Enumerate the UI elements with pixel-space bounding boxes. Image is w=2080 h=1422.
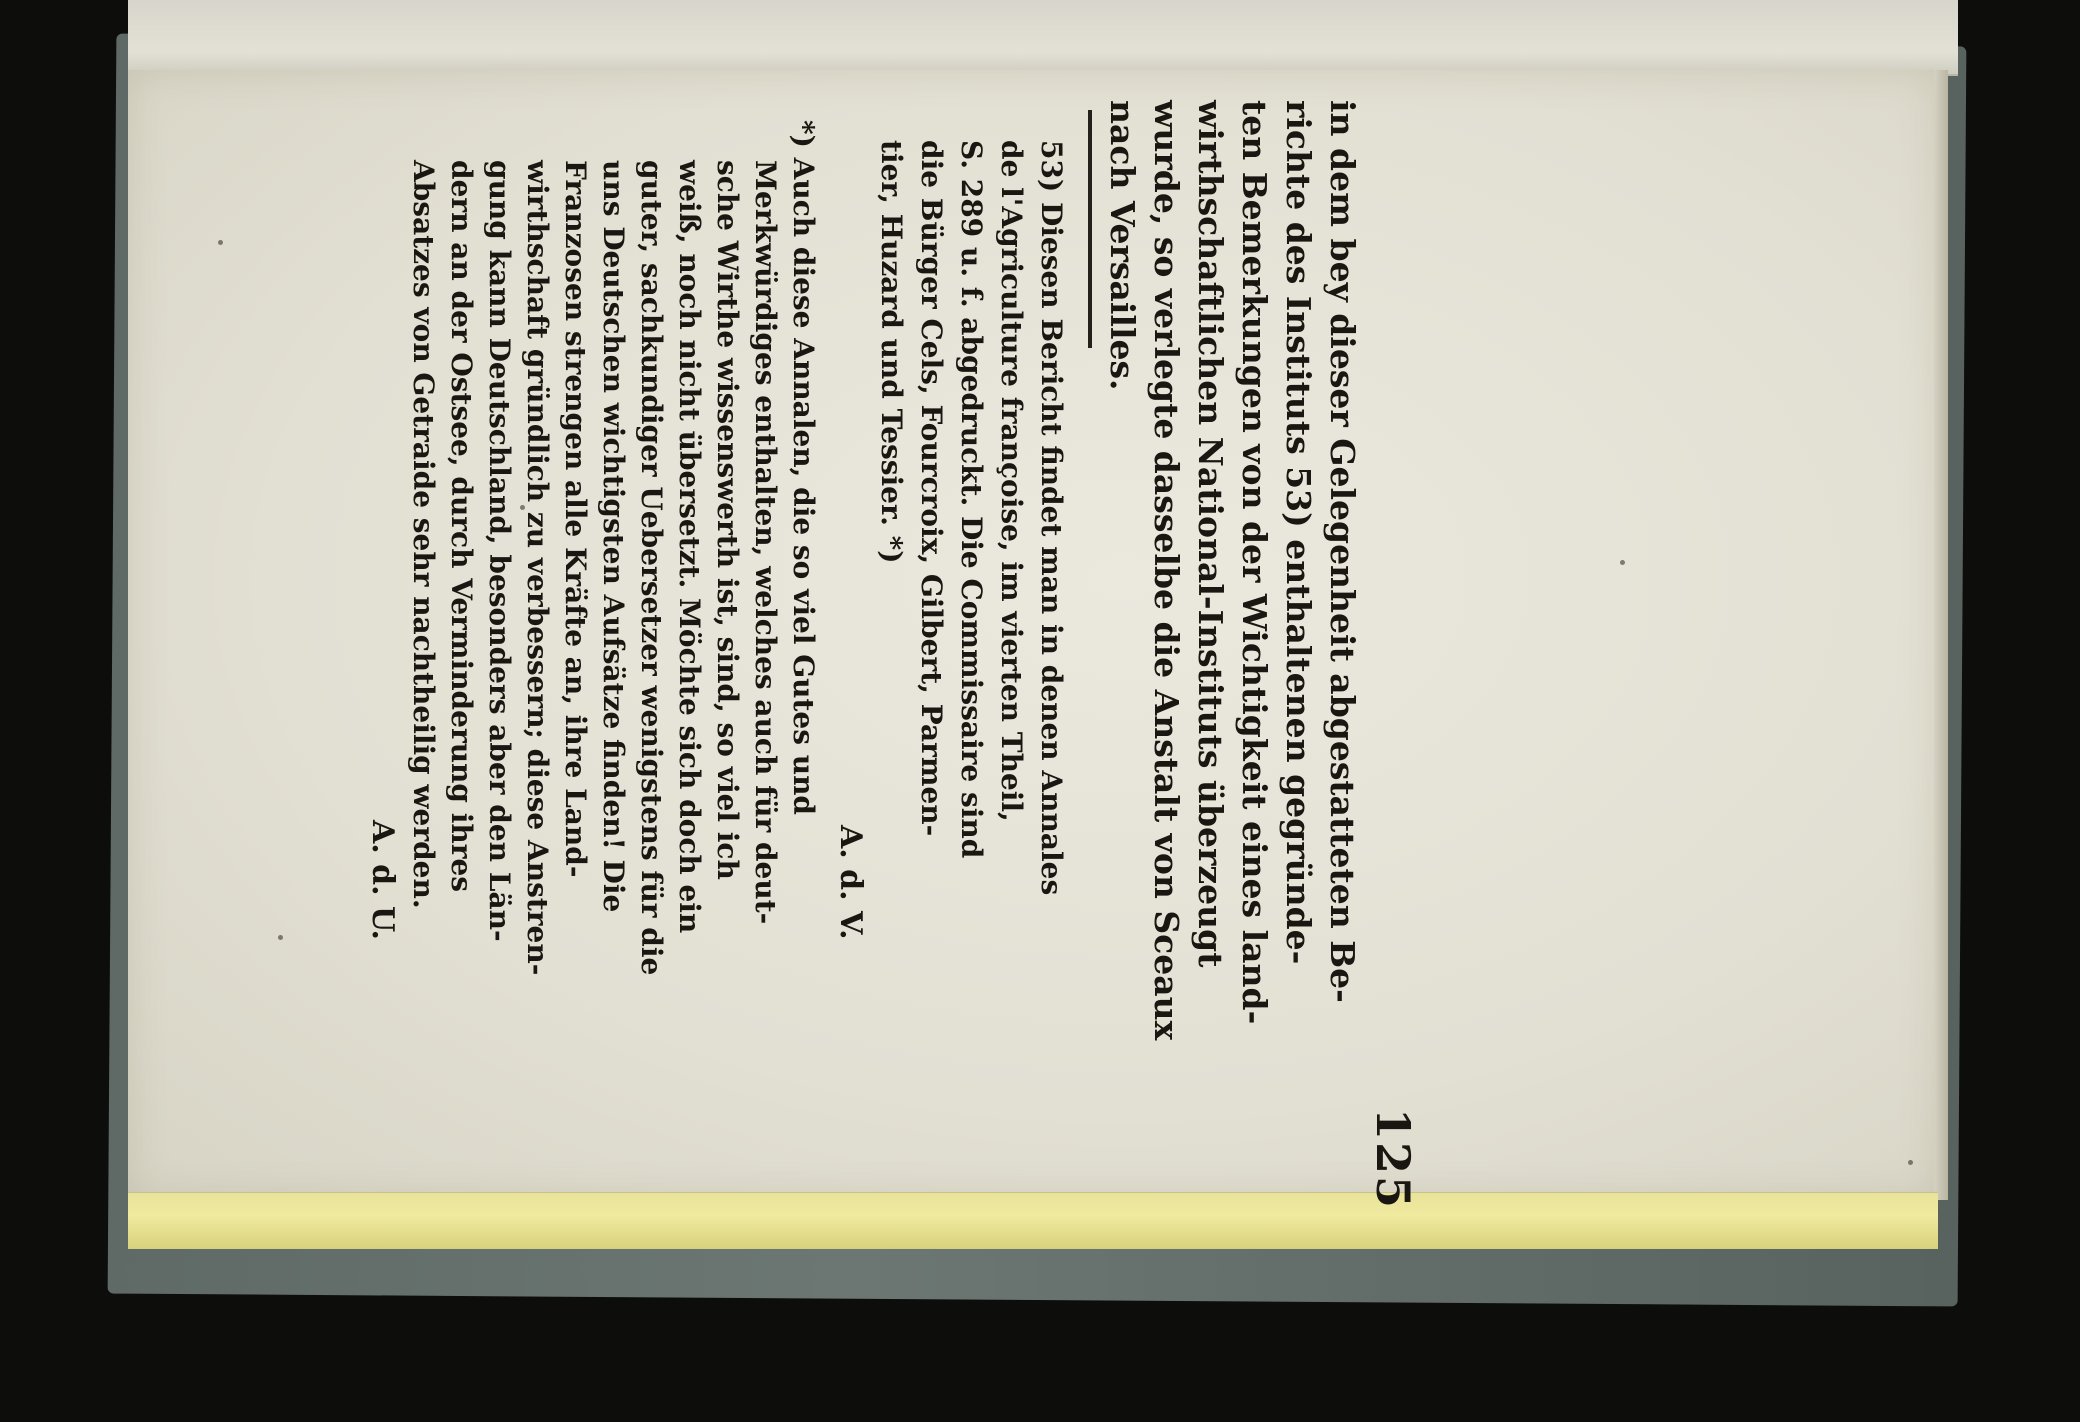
paper-speck — [1908, 1160, 1913, 1165]
footnote-star-line: Franzosen strengen alle Kräfte an, ihre Land- — [559, 160, 592, 878]
footnote-star-line: gung kann Deutschland, besonders aber den Län- — [483, 160, 516, 942]
footnote-star-signature: A. d. U. — [365, 820, 400, 940]
main-text-line: wirthschaftlichen National-Instituts überzeugt — [1191, 100, 1230, 968]
page-fore-edge — [1934, 70, 1948, 1200]
main-text-line: ten Bemerkungen von der Wichtigkeit eines land- — [1235, 100, 1274, 1025]
footnote-star-line: dern an der Ostsee, durch Verminderung ihres — [445, 160, 478, 893]
footnote-star-line: uns Deutschen wichtigsten Aufsätze finden! Die — [597, 160, 630, 913]
footnote-53-line: S. 289 u. f. abgedruckt. Die Commissaire sind — [955, 140, 988, 859]
paper-speck — [278, 935, 283, 940]
footnote-star-line: weiß, noch nicht übersetzt. Möchte sich doch ein — [673, 160, 706, 934]
footnote-star-line: *) Auch diese Annalen, die so viel Gutes und — [787, 120, 820, 816]
footnote-53-line: tier, Huzard und Tessier. *) — [875, 140, 908, 564]
footnote-53-line: 53) Diesen Bericht findet man in denen Annales — [1035, 140, 1068, 896]
footnote-separator — [1088, 110, 1092, 348]
footnote-star-line: Merkwürdiges enthalten, welches auch für deut- — [749, 160, 782, 925]
main-text-line: nach Versailles. — [1103, 100, 1142, 391]
footnote-53-line: die Bürger Cels, Fourcroix, Gilbert, Parmen- — [915, 140, 948, 837]
footnote-53-signature: A. d. V. — [833, 825, 868, 940]
footnote-star-line: guter, sachkundiger Uebersetzer wenigstens für die — [635, 160, 668, 976]
main-text-line: richte des Instituts 53) enthaltenen gegründe- — [1279, 100, 1318, 965]
main-text-line: wurde, so verlegte dasselbe die Anstalt von Sceaux — [1147, 100, 1186, 1041]
footnote-star-line: sche Wirthe wissenswerth ist, sind, so viel ich — [711, 160, 744, 880]
paper-speck — [218, 240, 223, 245]
footnote-star-line: wirthschaft gründlich zu verbessern; diese Anstren- — [521, 160, 554, 976]
previous-page-edge — [128, 0, 1958, 76]
page-number: 125 — [1366, 1107, 1420, 1210]
footnote-star-line: Absatzes von Getraide sehr nachtheilig werden. — [407, 160, 440, 909]
paper-speck — [1620, 560, 1625, 565]
printed-text-block — [365, 100, 1420, 1220]
main-text-line: in dem bey dieser Gelegenheit abgestatteten Be- — [1323, 100, 1362, 1003]
footnote-53-line: de l'Agriculture françoise, im vierten Theil, — [995, 140, 1028, 822]
